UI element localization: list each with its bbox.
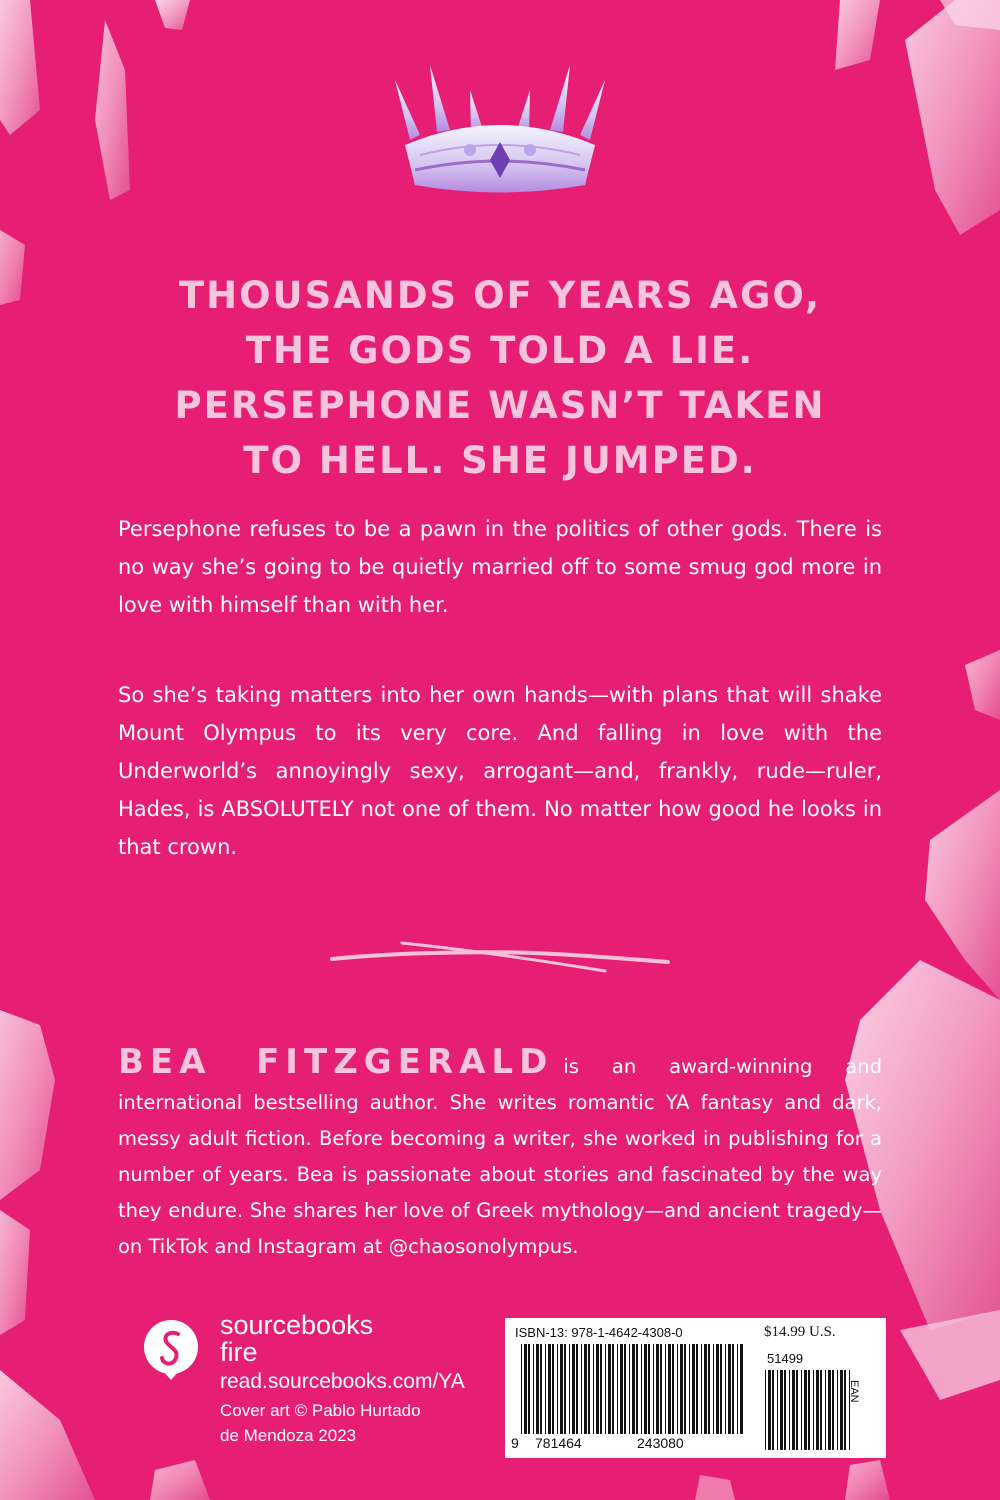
barcode-bar	[588, 1344, 590, 1434]
barcode-bar	[620, 1344, 623, 1434]
barcode-bar	[629, 1344, 630, 1434]
barcode-bar	[728, 1344, 731, 1434]
barcode-bar	[545, 1344, 546, 1434]
barcode-bar	[837, 1370, 838, 1450]
barcode-bar	[617, 1344, 618, 1434]
barcode-bar	[560, 1344, 563, 1434]
barcode-bar	[765, 1370, 766, 1450]
barcode-bar	[660, 1344, 662, 1434]
barcode-bar	[624, 1344, 626, 1434]
barcode-bar	[784, 1370, 786, 1450]
publisher-url: read.sourcebooks.com/YA	[220, 1370, 465, 1393]
barcode-bar	[581, 1344, 582, 1434]
barcode-bar	[548, 1344, 551, 1434]
crystal-crown-icon	[375, 60, 625, 210]
barcode-bar	[665, 1344, 666, 1434]
barcode-bar	[680, 1344, 683, 1434]
barcode-bar	[564, 1344, 566, 1434]
barcode-bar	[572, 1344, 575, 1434]
barcode-bar	[521, 1344, 522, 1434]
barcode-bar	[801, 1370, 802, 1450]
barcode-bar	[832, 1370, 834, 1450]
barcode-bar	[789, 1370, 790, 1450]
sourcebooks-fire-logo-icon	[140, 1318, 202, 1380]
barcode-bar	[536, 1344, 539, 1434]
blurb-paragraph-1: Persephone refuses to be a pawn in the politics of other gods. There is no way she’s going to be quietly married off to some smug god more in love with himself than with her.	[118, 517, 882, 617]
barcode-bar	[772, 1370, 774, 1450]
barcode-bar	[816, 1370, 819, 1450]
barcode-bar	[732, 1344, 734, 1434]
barcode-bar	[792, 1370, 795, 1450]
barcode-bar	[708, 1344, 710, 1434]
headline	[100, 268, 900, 488]
barcode-bar	[600, 1344, 602, 1434]
barcode-bar	[844, 1370, 846, 1450]
ean-label: EAN	[848, 1380, 860, 1403]
barcode-bar	[557, 1344, 558, 1434]
barcode-bar	[716, 1344, 719, 1434]
isbn-label: ISBN-13: 978-1-4642-4308-0	[515, 1325, 683, 1340]
barcode-panel	[505, 1318, 886, 1458]
barcode-bar	[820, 1370, 822, 1450]
barcode-digits-group1: 781464	[535, 1435, 582, 1451]
barcode-bar	[696, 1344, 698, 1434]
barcode-digit-first: 9	[511, 1435, 519, 1451]
author-name: BEA FITZGERALD	[118, 1042, 554, 1082]
barcode-bar	[804, 1370, 807, 1450]
barcode-bar	[701, 1344, 702, 1434]
barcode-bar	[540, 1344, 542, 1434]
barcode-bar	[737, 1344, 738, 1434]
barcode-bar	[813, 1370, 814, 1450]
headline-line: TO HELL. SHE JUMPED.	[243, 439, 757, 482]
cover-credit: Cover art © Pablo Hurtado	[220, 1401, 421, 1420]
barcode-bar	[569, 1344, 570, 1434]
headline-line: THE GODS TOLD A LIE.	[245, 329, 755, 372]
barcode-digits-group2: 243080	[637, 1435, 684, 1451]
barcode-bar	[605, 1344, 606, 1434]
barcode-bar	[656, 1344, 659, 1434]
barcode-bar	[668, 1344, 671, 1434]
barcode-bar	[725, 1344, 726, 1434]
barcode-bar	[653, 1344, 654, 1434]
barcode-bar	[684, 1344, 686, 1434]
price-code: 51499	[767, 1351, 804, 1366]
publisher-imprint: fire	[220, 1337, 258, 1367]
barcode-bar	[692, 1344, 695, 1434]
barcode-bar	[796, 1370, 798, 1450]
barcode-bar	[677, 1344, 678, 1434]
cover-credit: de Mendoza 2023	[220, 1426, 357, 1445]
barcode-bar	[713, 1344, 714, 1434]
scribble-divider-icon	[330, 935, 670, 975]
barcode-bar	[777, 1370, 778, 1450]
barcode-bar	[608, 1344, 611, 1434]
barcode-bar	[612, 1344, 614, 1434]
barcode-bar	[593, 1344, 594, 1434]
barcode-bar	[780, 1370, 783, 1450]
headline-line: PERSEPHONE WASN’T TAKEN	[174, 384, 826, 427]
barcode-bar	[524, 1344, 527, 1434]
barcode-bar	[632, 1344, 635, 1434]
barcode-bar	[704, 1344, 707, 1434]
barcode-bar	[689, 1344, 690, 1434]
barcode-bar	[828, 1370, 831, 1450]
barcode-bar	[808, 1370, 810, 1450]
barcode-bar	[641, 1344, 642, 1434]
price-label: $14.99 U.S.	[764, 1324, 836, 1340]
publisher-name: sourcebooks	[220, 1310, 374, 1340]
barcode-bar	[740, 1344, 743, 1434]
barcode-bar	[533, 1344, 534, 1434]
barcode-bar	[636, 1344, 638, 1434]
barcode-bar	[552, 1344, 554, 1434]
barcode-bar	[576, 1344, 578, 1434]
barcode-bar	[768, 1370, 771, 1450]
headline-line: THOUSANDS OF YEARS AGO,	[178, 274, 822, 317]
barcode-bar	[584, 1344, 587, 1434]
blurb-paragraph-2: So she’s taking matters into her own hands—with plans that will shake Mount Olympus to its very core. And falling in love with the Underworld’s annoyingly sexy, arrogant—and, frankly, rude—ruler, Hades, is ABSOLUTELY not one of them. No matter how good he looks in that crown.	[118, 683, 882, 859]
barcode-bar	[644, 1344, 647, 1434]
barcode-bar	[648, 1344, 650, 1434]
author-bio-text: is an award-winning and international bestselling author. She writes romantic YA fantasy and dark, messy adult fiction. Before becoming a writer, she worked in publishing for a number of years. Bea is passionate about stories and fascinated by the way they endure. She shares her love of Greek mythology—and ancient tragedy—on TikTok and Instagram at @chaosonolympus.	[118, 1055, 882, 1258]
barcode-bar	[528, 1344, 530, 1434]
barcode-bar	[825, 1370, 826, 1450]
publisher-info	[220, 1312, 465, 1446]
barcode-bar	[672, 1344, 674, 1434]
barcode-bar	[596, 1344, 599, 1434]
barcode-bar	[720, 1344, 722, 1434]
author-bio	[118, 1044, 882, 1265]
barcode-bar	[840, 1370, 843, 1450]
